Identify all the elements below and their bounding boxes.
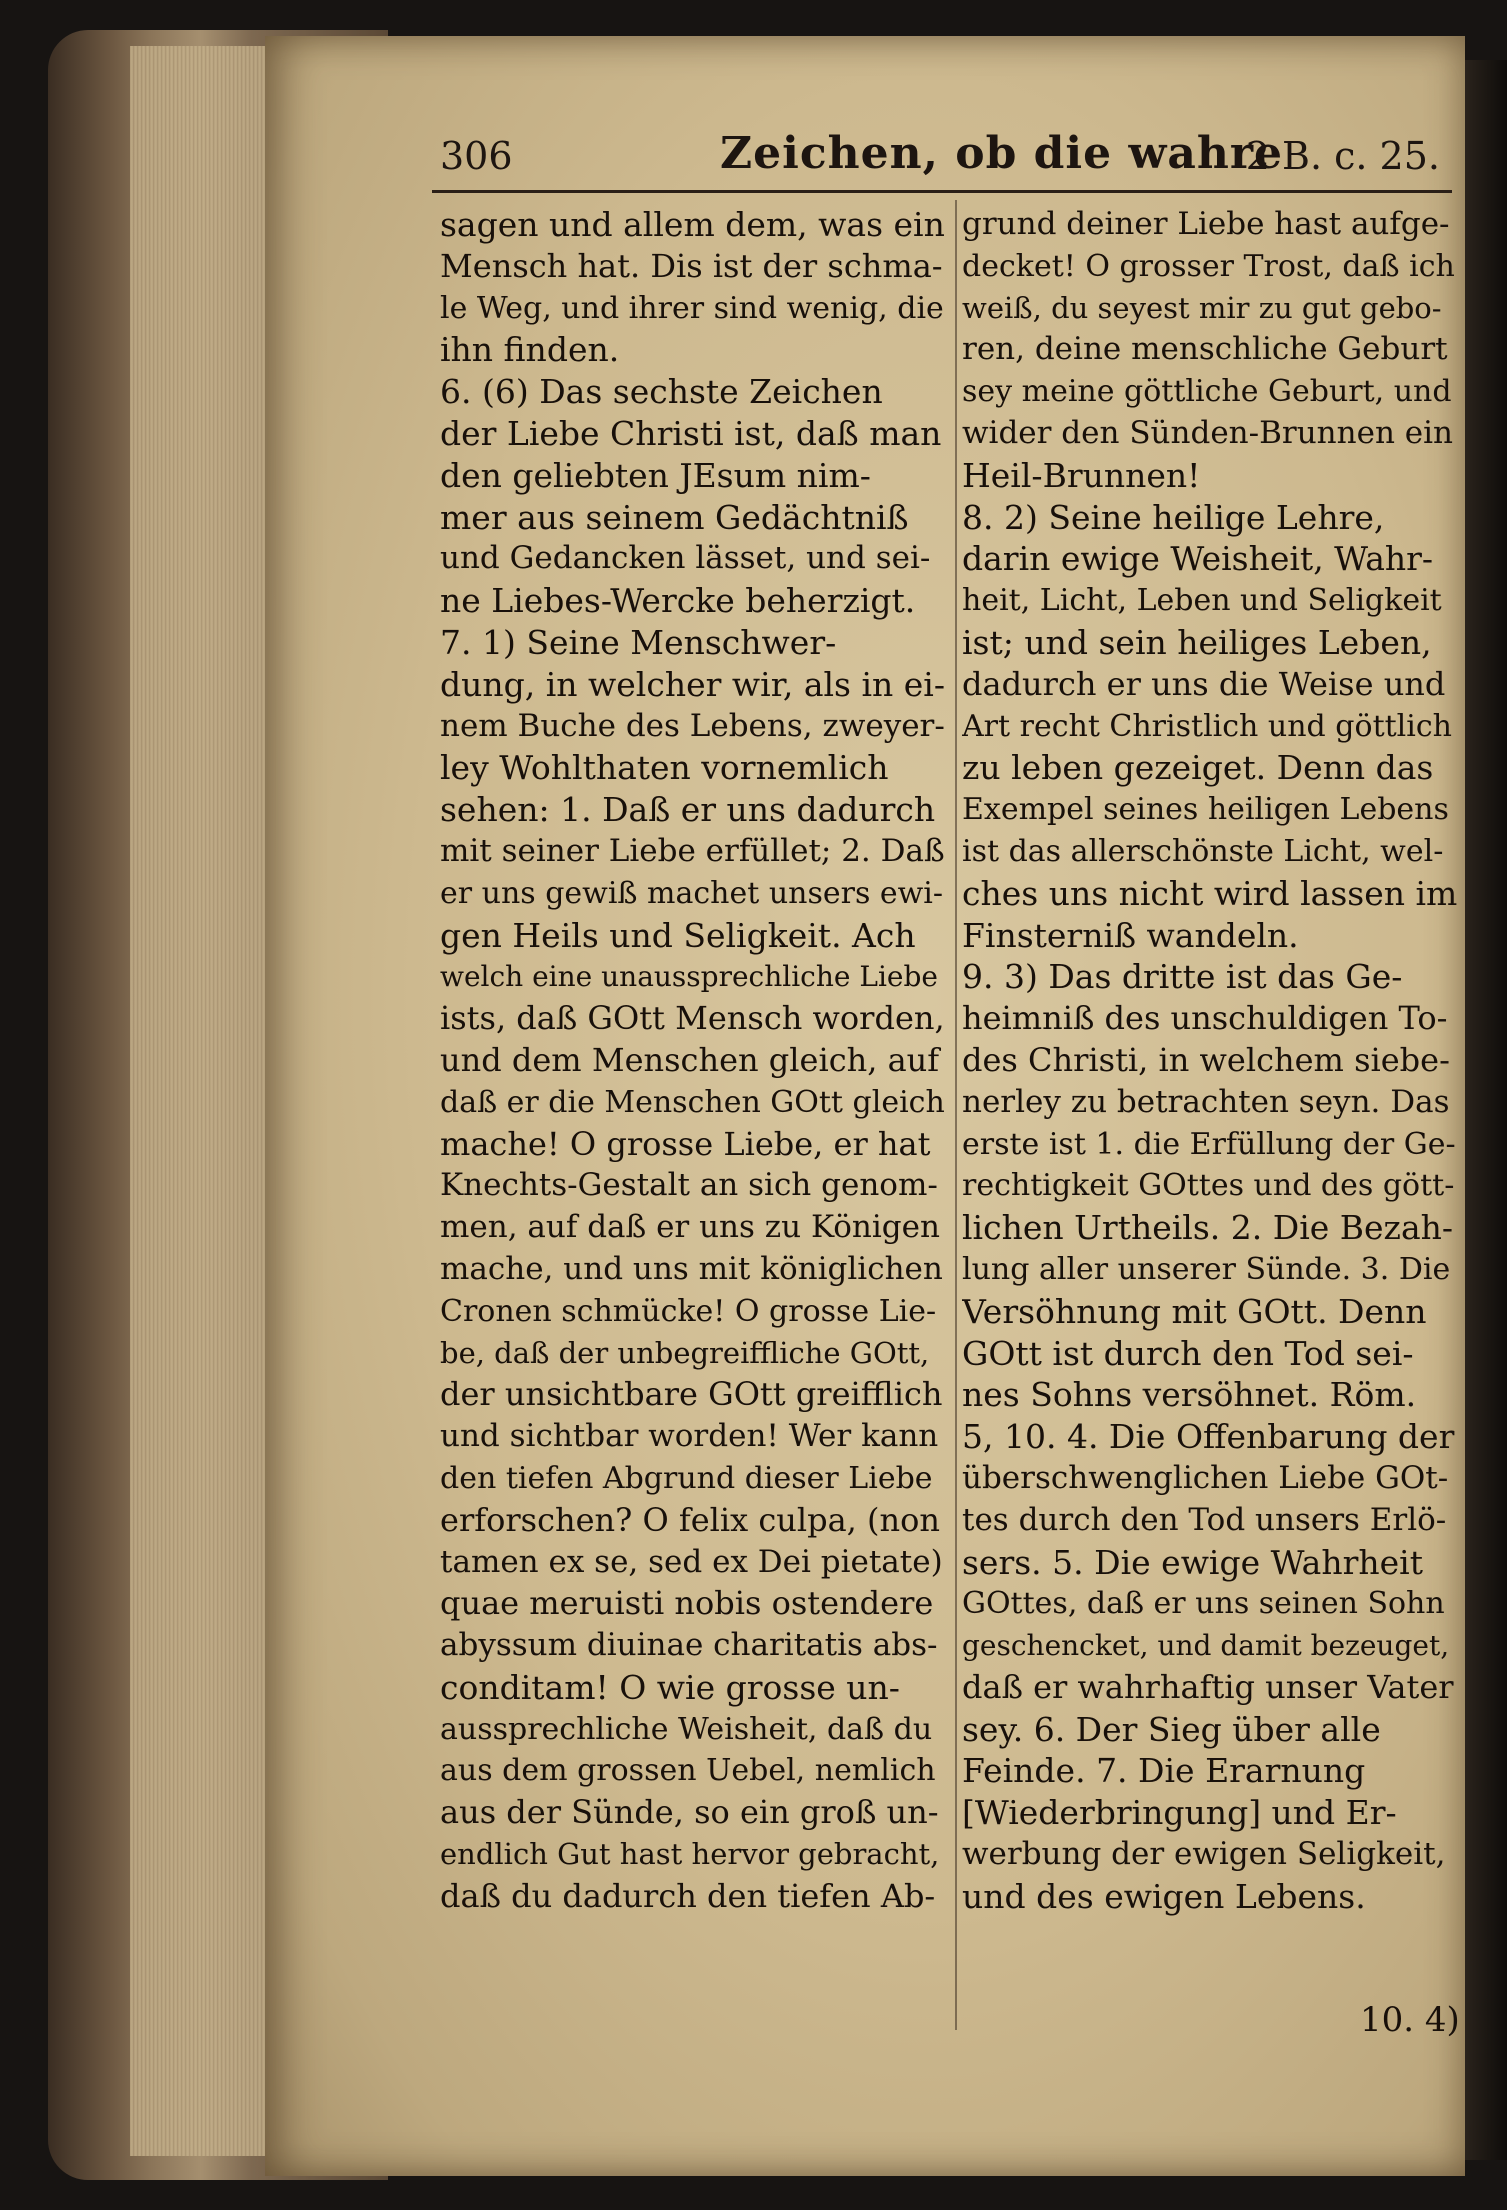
text-line: dadurch er uns die Weise und (962, 664, 1446, 703)
catchword: 10. 4) (1360, 2000, 1460, 2040)
facing-page-edge (1465, 60, 1507, 2160)
book-chapter-ref: 2 B. c. 25. (1245, 134, 1440, 178)
text-line: und sichtbar worden! Wer kann (440, 1418, 939, 1455)
text-line: decket! O grosser Trost, daß ich (962, 248, 1455, 284)
text-line: aussprechliche Weisheit, daß du (440, 1711, 933, 1747)
text-line: grund deiner Liebe hast aufge- (962, 206, 1450, 242)
text-line: Knechts-Gestalt an sich genom- (440, 1167, 938, 1204)
text-line: sers. 5. Die ewige Wahrheit (962, 1542, 1423, 1582)
text-line: endlich Gut hast hervor gebracht, (440, 1837, 940, 1872)
text-line: heimniß des unschuldigen To- (962, 999, 1448, 1038)
text-line: ne Liebes-Wercke beherzigt. (440, 581, 916, 621)
text-line: 9. 3) Das dritte ist das Ge- (962, 957, 1403, 997)
text-line: ist; und sein heiliges Leben, (962, 622, 1432, 662)
text-line: lichen Urtheils. 2. Die Bezah- (962, 1208, 1454, 1248)
text-line: und dem Menschen gleich, auf (440, 1040, 940, 1079)
text-line: sey. 6. Der Sieg über alle (962, 1709, 1381, 1749)
text-line: sehen: 1. Daß er uns dadurch (440, 790, 936, 830)
text-line: daß du dadurch den tiefen Ab- (440, 1876, 936, 1915)
text-line: 8. 2) Seine heilige Lehre, (962, 497, 1385, 537)
text-line: ihn finden. (440, 330, 620, 370)
text-line: Mensch hat. Dis ist der schma- (440, 246, 943, 285)
text-line: Heil-Brunnen! (962, 455, 1201, 495)
text-line: daß er wahrhaftig unser Vater (962, 1667, 1454, 1706)
text-line: mache, und uns mit königlichen (440, 1250, 943, 1287)
text-line: GOttes, daß er uns seinen Sohn (962, 1586, 1445, 1622)
text-line: ren, deine menschliche Geburt (962, 331, 1448, 368)
text-line: GOtt ist durch den Tod sei- (962, 1333, 1414, 1373)
text-line: conditam! O wie grosse un- (440, 1667, 900, 1707)
text-line: aus dem grossen Uebel, nemlich (440, 1753, 936, 1789)
text-line: und des ewigen Lebens. (962, 1876, 1366, 1916)
text-line: lung aller unserer Sünde. 3. Die (962, 1251, 1451, 1287)
text-line: des Christi, in welchem siebe- (962, 1040, 1450, 1079)
text-line: erforschen? O felix culpa, (non (440, 1500, 940, 1539)
text-line: 5, 10. 4. Die Offenbarung der (962, 1417, 1455, 1457)
text-line: 6. (6) Das sechste Zeichen (440, 372, 883, 412)
text-line: Art recht Christlich und göttlich (962, 708, 1452, 744)
text-line: wider den Sünden-Brunnen ein (962, 414, 1454, 451)
text-line: Feinde. 7. Die Erarnung (962, 1751, 1366, 1791)
text-line: aus der Sünde, so ein groß un- (440, 1793, 939, 1832)
text-line: nes Sohns versöhnet. Röm. (962, 1375, 1417, 1415)
page-number: 306 (440, 134, 513, 178)
header-rule (432, 190, 1452, 193)
text-line: abyssum diuinae charitatis abs- (440, 1627, 938, 1664)
text-line: 7. 1) Seine Menschwer- (440, 622, 837, 662)
text-line: werbung der ewigen Seligkeit, (962, 1836, 1446, 1873)
text-line: ists, daß GOtt Mensch worden, (440, 999, 945, 1038)
text-line: der unsichtbare GOtt greifflich (440, 1375, 943, 1414)
text-line: sey meine göttliche Geburt, und (962, 374, 1452, 410)
text-line: quae meruisti nobis ostendere (440, 1584, 934, 1623)
text-line: ley Wohlthaten vornemlich (440, 748, 889, 788)
text-line: daß er die Menschen GOtt gleich (440, 1084, 945, 1120)
text-line: mit seiner Liebe erfüllet; 2. Daß (440, 832, 945, 869)
text-line: er uns gewiß machet unsers ewi- (440, 875, 944, 911)
text-line: ist das allerschönste Licht, wel- (962, 833, 1444, 869)
text-line: geschencket, und damit bezeuget, (962, 1629, 1450, 1663)
text-line: mache! O grosse Liebe, er hat (440, 1124, 931, 1163)
text-line: und Gedancken lässet, und sei- (440, 540, 931, 577)
right-text-column (962, 204, 1457, 1918)
text-line: darin ewige Weisheit, Wahr- (962, 539, 1434, 579)
text-line: rechtigkeit GOttes und des gött- (962, 1168, 1455, 1204)
text-line: Cronen schmücke! O grosse Lie- (440, 1293, 937, 1329)
text-line: tes durch den Tod unsers Erlö- (962, 1501, 1447, 1538)
text-line: zu leben gezeiget. Denn das (962, 748, 1434, 788)
text-line: den geliebten JEsum nim- (440, 455, 871, 495)
text-line: gen Heils und Seligkeit. Ach (440, 915, 916, 955)
column-divider (955, 200, 957, 2030)
text-line: mer aus seinem Gedächtniß (440, 497, 909, 537)
text-line: weiß, du seyest mir zu gut gebo- (962, 290, 1442, 325)
text-line: ches uns nicht wird lassen im (962, 873, 1457, 913)
text-line: sagen und allem dem, was ein (440, 205, 945, 244)
page-header (440, 128, 1460, 188)
text-line: heit, Licht, Leben und Seligkeit (962, 583, 1442, 619)
text-line: tamen ex se, sed ex Dei pietate) (440, 1543, 943, 1580)
text-line: Exempel seines heiligen Lebens (962, 792, 1449, 828)
text-line: Finsterniß wandeln. (962, 915, 1299, 955)
text-line: Versöhnung mit GOtt. Denn (962, 1291, 1427, 1331)
left-text-column (440, 204, 945, 1918)
running-title: Zeichen, ob die wahre (720, 128, 1284, 179)
text-line: der Liebe Christi ist, daß man (440, 413, 942, 453)
text-line: dung, in welcher wir, als in ei- (440, 664, 945, 704)
text-line: nem Buche des Lebens, zweyer- (440, 707, 945, 744)
text-line: überschwenglichen Liebe GOt- (962, 1459, 1449, 1496)
text-line: den tiefen Abgrund dieser Liebe (440, 1460, 933, 1496)
text-line: le Weg, und ihrer sind wenig, die (440, 290, 944, 326)
text-line: [Wiederbringung] und Er- (962, 1793, 1397, 1833)
text-line: men, auf daß er uns zu Königen (440, 1209, 940, 1246)
text-line: be, daß der unbegreiffliche GOtt, (440, 1335, 930, 1370)
text-line: erste ist 1. die Erfüllung der Ge- (962, 1126, 1456, 1162)
text-line: welch eine unaussprechliche Liebe (440, 960, 938, 994)
text-line: nerley zu betrachten seyn. Das (962, 1083, 1450, 1120)
